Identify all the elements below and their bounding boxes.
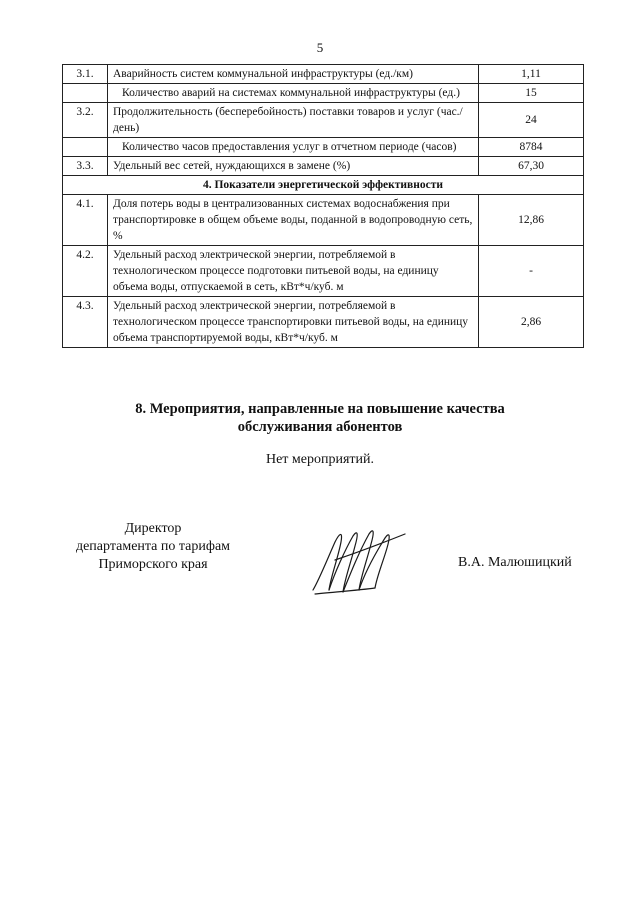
indicator-value: 24 (479, 103, 584, 138)
indicator-value: 2,86 (479, 297, 584, 348)
table-row (63, 65, 584, 84)
row-number: 3.2. (63, 103, 108, 138)
section-8-heading-line1: 8. Мероприятия, направленные на повышение качества (135, 401, 505, 417)
table-row (63, 103, 584, 138)
signatory-position (60, 520, 246, 574)
indicator-description: Количество часов предоставления услуг в отчетном периоде (часов) (108, 138, 479, 157)
indicator-description: Удельный расход электрической энергии, потребляемой в технологическом процессе подготовки питьевой воды, на единицу объема воды, отпускаемой в сеть, кВт*ч/куб. м (108, 246, 479, 297)
indicator-description: Количество аварий на системах коммунальной инфраструктуры (ед.) (108, 84, 479, 103)
section-8-heading (0, 400, 640, 436)
section-title-row (63, 176, 584, 195)
row-number: 3.3. (63, 157, 108, 176)
indicator-value: 12,86 (479, 195, 584, 246)
position-line-2: департамента по тарифам (75, 539, 231, 554)
indicators-table-body (63, 65, 584, 348)
indicator-value: - (479, 246, 584, 297)
row-number: 4.2. (63, 246, 108, 297)
indicator-value: 67,30 (479, 157, 584, 176)
no-measures-text: Нет мероприятий. (265, 452, 375, 467)
table-row (63, 246, 584, 297)
section-8-heading-line2: обслуживания абонентов (237, 419, 403, 435)
table-row (63, 297, 584, 348)
table-row (63, 157, 584, 176)
page-number: 5 (316, 40, 324, 55)
indicator-value: 15 (479, 84, 584, 103)
table-subrow (63, 84, 584, 103)
signer-name: В.А. Малюшицкий (458, 555, 572, 570)
indicators-table (62, 64, 584, 348)
indicator-value: 1,11 (479, 65, 584, 84)
handwritten-signature (305, 520, 420, 600)
row-number: 4.3. (63, 297, 108, 348)
indicator-description: Удельный вес сетей, нуждающихся в замене (%) (108, 157, 479, 176)
row-number (63, 84, 108, 103)
indicator-description: Доля потерь воды в централизованных системах водоснабжения при транспортировке в общем объеме воды, поданной в водопроводную сеть, % (108, 195, 479, 246)
position-line-1: Директор (124, 521, 182, 536)
row-number: 3.1. (63, 65, 108, 84)
indicator-description: Удельный расход электрической энергии, потребляемой в технологическом процессе транспортировки питьевой воды, на единицу объема транспортируемой воды, кВт*ч/куб. м (108, 297, 479, 348)
indicator-description: Аварийность систем коммунальной инфраструктуры (ед./км) (108, 65, 479, 84)
indicator-value: 8784 (479, 138, 584, 157)
table-row (63, 195, 584, 246)
table-subrow (63, 138, 584, 157)
indicator-description: Продолжительность (бесперебойность) поставки товаров и услуг (час./день) (108, 103, 479, 138)
position-line-3: Приморского края (98, 557, 208, 572)
section-title: 4. Показатели энергетической эффективности (63, 176, 584, 195)
row-number (63, 138, 108, 157)
row-number: 4.1. (63, 195, 108, 246)
